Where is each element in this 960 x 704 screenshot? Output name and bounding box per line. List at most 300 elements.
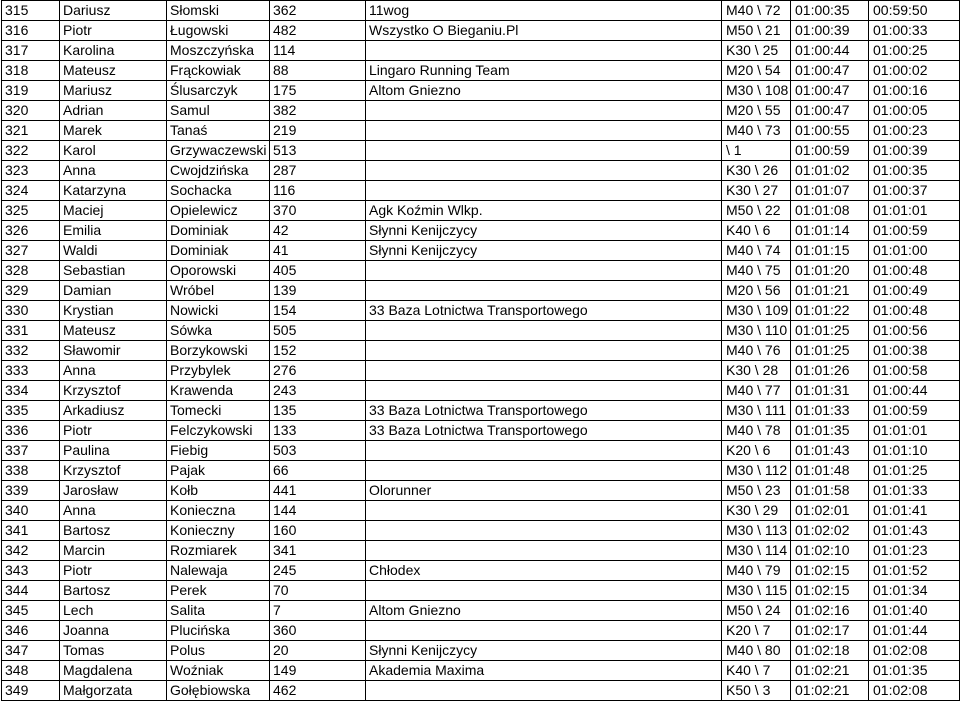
- club-cell: [366, 501, 722, 521]
- first-name-cell: Lech: [60, 601, 167, 621]
- position-cell: 348: [2, 661, 60, 681]
- table-row: [2, 321, 960, 341]
- gun-time-cell: 01:00:47: [791, 81, 869, 101]
- last-name-cell: Oporowski: [167, 261, 270, 281]
- club-cell: Agk Koźmin Wlkp.: [366, 201, 722, 221]
- club-cell: [366, 321, 722, 341]
- last-name-cell: Plucińska: [167, 621, 270, 641]
- bib-number-cell: 160: [270, 521, 366, 541]
- first-name-cell: Emilia: [60, 221, 167, 241]
- table-row: [2, 181, 960, 201]
- category-cell: K30 \ 28: [722, 361, 791, 381]
- net-time-cell: 01:00:37: [869, 181, 960, 201]
- table-row: [2, 621, 960, 641]
- table-row: [2, 281, 960, 301]
- category-cell: M40 \ 80: [722, 641, 791, 661]
- bib-number-cell: 441: [270, 481, 366, 501]
- last-name-cell: Słomski: [167, 1, 270, 21]
- club-cell: Akademia Maxima: [366, 661, 722, 681]
- position-cell: 336: [2, 421, 60, 441]
- category-cell: K30 \ 26: [722, 161, 791, 181]
- table-row: [2, 501, 960, 521]
- category-cell: K20 \ 6: [722, 441, 791, 461]
- position-cell: 316: [2, 21, 60, 41]
- first-name-cell: Bartosz: [60, 581, 167, 601]
- bib-number-cell: 114: [270, 41, 366, 61]
- net-time-cell: 01:00:33: [869, 21, 960, 41]
- first-name-cell: Dariusz: [60, 1, 167, 21]
- category-cell: M50 \ 21: [722, 21, 791, 41]
- gun-time-cell: 01:02:15: [791, 581, 869, 601]
- bib-number-cell: 144: [270, 501, 366, 521]
- table-row: [2, 521, 960, 541]
- position-cell: 321: [2, 121, 60, 141]
- position-cell: 344: [2, 581, 60, 601]
- club-cell: [366, 461, 722, 481]
- club-cell: Słynni Kenijczycy: [366, 241, 722, 261]
- position-cell: 328: [2, 261, 60, 281]
- gun-time-cell: 01:01:08: [791, 201, 869, 221]
- position-cell: 338: [2, 461, 60, 481]
- gun-time-cell: 01:00:35: [791, 1, 869, 21]
- last-name-cell: Frąckowiak: [167, 61, 270, 81]
- last-name-cell: Konieczna: [167, 501, 270, 521]
- first-name-cell: Sebastian: [60, 261, 167, 281]
- net-time-cell: 01:00:16: [869, 81, 960, 101]
- bib-number-cell: 341: [270, 541, 366, 561]
- category-cell: M40 \ 78: [722, 421, 791, 441]
- position-cell: 349: [2, 681, 60, 701]
- gun-time-cell: 01:01:48: [791, 461, 869, 481]
- club-cell: Altom Gniezno: [366, 601, 722, 621]
- net-time-cell: 01:01:44: [869, 621, 960, 641]
- category-cell: M40 \ 72: [722, 1, 791, 21]
- table-row: [2, 161, 960, 181]
- category-cell: M30 \ 109: [722, 301, 791, 321]
- first-name-cell: Damian: [60, 281, 167, 301]
- bib-number-cell: 7: [270, 601, 366, 621]
- gun-time-cell: 01:01:02: [791, 161, 869, 181]
- category-cell: \ 1: [722, 141, 791, 161]
- bib-number-cell: 243: [270, 381, 366, 401]
- last-name-cell: Krawenda: [167, 381, 270, 401]
- net-time-cell: 01:00:39: [869, 141, 960, 161]
- last-name-cell: Nowicki: [167, 301, 270, 321]
- position-cell: 317: [2, 41, 60, 61]
- first-name-cell: Piotr: [60, 421, 167, 441]
- net-time-cell: 01:02:08: [869, 641, 960, 661]
- position-cell: 322: [2, 141, 60, 161]
- position-cell: 331: [2, 321, 60, 341]
- table-row: [2, 101, 960, 121]
- gun-time-cell: 01:01:21: [791, 281, 869, 301]
- position-cell: 347: [2, 641, 60, 661]
- category-cell: M30 \ 113: [722, 521, 791, 541]
- first-name-cell: Bartosz: [60, 521, 167, 541]
- category-cell: K30 \ 25: [722, 41, 791, 61]
- table-row: [2, 221, 960, 241]
- table-row: [2, 21, 960, 41]
- first-name-cell: Marek: [60, 121, 167, 141]
- first-name-cell: Mateusz: [60, 61, 167, 81]
- first-name-cell: Maciej: [60, 201, 167, 221]
- table-row: [2, 401, 960, 421]
- first-name-cell: Joanna: [60, 621, 167, 641]
- last-name-cell: Moszczyńska: [167, 41, 270, 61]
- net-time-cell: 01:00:23: [869, 121, 960, 141]
- gun-time-cell: 01:02:21: [791, 681, 869, 701]
- table-row: [2, 381, 960, 401]
- bib-number-cell: 20: [270, 641, 366, 661]
- last-name-cell: Perek: [167, 581, 270, 601]
- last-name-cell: Rozmiarek: [167, 541, 270, 561]
- table-row: [2, 641, 960, 661]
- bib-number-cell: 149: [270, 661, 366, 681]
- position-cell: 335: [2, 401, 60, 421]
- position-cell: 329: [2, 281, 60, 301]
- first-name-cell: Arkadiusz: [60, 401, 167, 421]
- last-name-cell: Konieczny: [167, 521, 270, 541]
- first-name-cell: Anna: [60, 161, 167, 181]
- last-name-cell: Samul: [167, 101, 270, 121]
- table-row: [2, 601, 960, 621]
- gun-time-cell: 01:02:01: [791, 501, 869, 521]
- bib-number-cell: 276: [270, 361, 366, 381]
- table-row: [2, 81, 960, 101]
- category-cell: K40 \ 7: [722, 661, 791, 681]
- gun-time-cell: 01:02:02: [791, 521, 869, 541]
- position-cell: 323: [2, 161, 60, 181]
- net-time-cell: 01:00:05: [869, 101, 960, 121]
- club-cell: [366, 681, 722, 701]
- gun-time-cell: 01:01:33: [791, 401, 869, 421]
- club-cell: [366, 521, 722, 541]
- category-cell: M40 \ 75: [722, 261, 791, 281]
- gun-time-cell: 01:00:55: [791, 121, 869, 141]
- last-name-cell: Grzywaczewski: [167, 141, 270, 161]
- gun-time-cell: 01:00:59: [791, 141, 869, 161]
- net-time-cell: 01:01:00: [869, 241, 960, 261]
- position-cell: 343: [2, 561, 60, 581]
- first-name-cell: Jarosław: [60, 481, 167, 501]
- table-row: [2, 241, 960, 261]
- category-cell: M20 \ 55: [722, 101, 791, 121]
- first-name-cell: Mariusz: [60, 81, 167, 101]
- bib-number-cell: 88: [270, 61, 366, 81]
- table-row: [2, 581, 960, 601]
- gun-time-cell: 01:02:18: [791, 641, 869, 661]
- position-cell: 327: [2, 241, 60, 261]
- last-name-cell: Tomecki: [167, 401, 270, 421]
- gun-time-cell: 01:00:47: [791, 101, 869, 121]
- club-cell: [366, 281, 722, 301]
- bib-number-cell: 133: [270, 421, 366, 441]
- table-row: [2, 541, 960, 561]
- net-time-cell: 01:00:44: [869, 381, 960, 401]
- net-time-cell: 01:01:01: [869, 201, 960, 221]
- net-time-cell: 01:00:35: [869, 161, 960, 181]
- category-cell: M30 \ 112: [722, 461, 791, 481]
- position-cell: 325: [2, 201, 60, 221]
- bib-number-cell: 245: [270, 561, 366, 581]
- category-cell: M50 \ 22: [722, 201, 791, 221]
- net-time-cell: 01:00:59: [869, 401, 960, 421]
- first-name-cell: Anna: [60, 501, 167, 521]
- club-cell: 11wog: [366, 1, 722, 21]
- club-cell: 33 Baza Lotnictwa Transportowego: [366, 401, 722, 421]
- bib-number-cell: 135: [270, 401, 366, 421]
- position-cell: 346: [2, 621, 60, 641]
- net-time-cell: 01:01:10: [869, 441, 960, 461]
- position-cell: 330: [2, 301, 60, 321]
- gun-time-cell: 01:01:35: [791, 421, 869, 441]
- club-cell: Słynni Kenijczycy: [366, 641, 722, 661]
- position-cell: 341: [2, 521, 60, 541]
- club-cell: Chłodex: [366, 561, 722, 581]
- bib-number-cell: 370: [270, 201, 366, 221]
- last-name-cell: Pajak: [167, 461, 270, 481]
- last-name-cell: Przybylek: [167, 361, 270, 381]
- first-name-cell: Karol: [60, 141, 167, 161]
- club-cell: [366, 581, 722, 601]
- last-name-cell: Opielewicz: [167, 201, 270, 221]
- gun-time-cell: 01:01:58: [791, 481, 869, 501]
- gun-time-cell: 01:02:16: [791, 601, 869, 621]
- table-row: [2, 681, 960, 701]
- category-cell: M30 \ 108: [722, 81, 791, 101]
- table-row: [2, 441, 960, 461]
- first-name-cell: Małgorzata: [60, 681, 167, 701]
- bib-number-cell: 66: [270, 461, 366, 481]
- gun-time-cell: 01:02:21: [791, 661, 869, 681]
- last-name-cell: Polus: [167, 641, 270, 661]
- table-row: [2, 461, 960, 481]
- net-time-cell: 01:00:25: [869, 41, 960, 61]
- category-cell: M40 \ 79: [722, 561, 791, 581]
- category-cell: M30 \ 114: [722, 541, 791, 561]
- gun-time-cell: 01:01:26: [791, 361, 869, 381]
- position-cell: 324: [2, 181, 60, 201]
- position-cell: 333: [2, 361, 60, 381]
- bib-number-cell: 154: [270, 301, 366, 321]
- club-cell: [366, 361, 722, 381]
- first-name-cell: Waldi: [60, 241, 167, 261]
- table-row: [2, 361, 960, 381]
- position-cell: 340: [2, 501, 60, 521]
- club-cell: 33 Baza Lotnictwa Transportowego: [366, 421, 722, 441]
- last-name-cell: Salita: [167, 601, 270, 621]
- first-name-cell: Adrian: [60, 101, 167, 121]
- first-name-cell: Paulina: [60, 441, 167, 461]
- table-row: [2, 301, 960, 321]
- category-cell: M40 \ 73: [722, 121, 791, 141]
- results-body: [2, 1, 960, 701]
- last-name-cell: Ługowski: [167, 21, 270, 41]
- category-cell: M20 \ 54: [722, 61, 791, 81]
- club-cell: [366, 41, 722, 61]
- last-name-cell: Woźniak: [167, 661, 270, 681]
- last-name-cell: Felczykowski: [167, 421, 270, 441]
- table-row: [2, 481, 960, 501]
- net-time-cell: 01:00:49: [869, 281, 960, 301]
- bib-number-cell: 152: [270, 341, 366, 361]
- club-cell: [366, 621, 722, 641]
- last-name-cell: Fiebig: [167, 441, 270, 461]
- category-cell: M30 \ 115: [722, 581, 791, 601]
- gun-time-cell: 01:01:07: [791, 181, 869, 201]
- gun-time-cell: 01:00:39: [791, 21, 869, 41]
- category-cell: K50 \ 3: [722, 681, 791, 701]
- net-time-cell: 01:00:58: [869, 361, 960, 381]
- club-cell: 33 Baza Lotnictwa Transportowego: [366, 301, 722, 321]
- table-row: [2, 1, 960, 21]
- club-cell: [366, 341, 722, 361]
- bib-number-cell: 382: [270, 101, 366, 121]
- club-cell: [366, 261, 722, 281]
- position-cell: 342: [2, 541, 60, 561]
- first-name-cell: Magdalena: [60, 661, 167, 681]
- table-row: [2, 341, 960, 361]
- net-time-cell: 01:01:33: [869, 481, 960, 501]
- gun-time-cell: 01:02:15: [791, 561, 869, 581]
- net-time-cell: 01:00:48: [869, 261, 960, 281]
- first-name-cell: Karolina: [60, 41, 167, 61]
- position-cell: 339: [2, 481, 60, 501]
- results-table: [1, 0, 960, 701]
- table-row: [2, 61, 960, 81]
- table-row: [2, 121, 960, 141]
- position-cell: 345: [2, 601, 60, 621]
- gun-time-cell: 01:01:20: [791, 261, 869, 281]
- category-cell: M40 \ 77: [722, 381, 791, 401]
- position-cell: 318: [2, 61, 60, 81]
- net-time-cell: 01:01:52: [869, 561, 960, 581]
- last-name-cell: Wróbel: [167, 281, 270, 301]
- category-cell: K20 \ 7: [722, 621, 791, 641]
- category-cell: M20 \ 56: [722, 281, 791, 301]
- last-name-cell: Sochacka: [167, 181, 270, 201]
- last-name-cell: Cwojdzińska: [167, 161, 270, 181]
- club-cell: [366, 161, 722, 181]
- first-name-cell: Krystian: [60, 301, 167, 321]
- club-cell: [366, 541, 722, 561]
- bib-number-cell: 462: [270, 681, 366, 701]
- gun-time-cell: 01:02:17: [791, 621, 869, 641]
- table-row: [2, 661, 960, 681]
- position-cell: 332: [2, 341, 60, 361]
- gun-time-cell: 01:01:14: [791, 221, 869, 241]
- first-name-cell: Marcin: [60, 541, 167, 561]
- club-cell: [366, 181, 722, 201]
- first-name-cell: Sławomir: [60, 341, 167, 361]
- last-name-cell: Borzykowski: [167, 341, 270, 361]
- table-row: [2, 141, 960, 161]
- net-time-cell: 01:01:25: [869, 461, 960, 481]
- table-row: [2, 41, 960, 61]
- first-name-cell: Mateusz: [60, 321, 167, 341]
- bib-number-cell: 360: [270, 621, 366, 641]
- club-cell: [366, 441, 722, 461]
- first-name-cell: Krzysztof: [60, 381, 167, 401]
- club-cell: Olorunner: [366, 481, 722, 501]
- category-cell: M30 \ 110: [722, 321, 791, 341]
- bib-number-cell: 219: [270, 121, 366, 141]
- bib-number-cell: 42: [270, 221, 366, 241]
- net-time-cell: 01:00:56: [869, 321, 960, 341]
- position-cell: 334: [2, 381, 60, 401]
- category-cell: M50 \ 24: [722, 601, 791, 621]
- last-name-cell: Tanaś: [167, 121, 270, 141]
- category-cell: M50 \ 23: [722, 481, 791, 501]
- net-time-cell: 01:01:01: [869, 421, 960, 441]
- bib-number-cell: 505: [270, 321, 366, 341]
- last-name-cell: Nalewaja: [167, 561, 270, 581]
- last-name-cell: Ślusarczyk: [167, 81, 270, 101]
- table-row: [2, 561, 960, 581]
- net-time-cell: 01:01:34: [869, 581, 960, 601]
- bib-number-cell: 362: [270, 1, 366, 21]
- position-cell: 320: [2, 101, 60, 121]
- net-time-cell: 01:00:59: [869, 221, 960, 241]
- net-time-cell: 01:01:41: [869, 501, 960, 521]
- last-name-cell: Sówka: [167, 321, 270, 341]
- table-row: [2, 421, 960, 441]
- club-cell: [366, 141, 722, 161]
- gun-time-cell: 01:01:22: [791, 301, 869, 321]
- net-time-cell: 01:00:02: [869, 61, 960, 81]
- club-cell: [366, 381, 722, 401]
- category-cell: K30 \ 27: [722, 181, 791, 201]
- club-cell: [366, 101, 722, 121]
- position-cell: 337: [2, 441, 60, 461]
- first-name-cell: Tomas: [60, 641, 167, 661]
- bib-number-cell: 513: [270, 141, 366, 161]
- category-cell: M40 \ 76: [722, 341, 791, 361]
- gun-time-cell: 01:00:44: [791, 41, 869, 61]
- bib-number-cell: 287: [270, 161, 366, 181]
- category-cell: K30 \ 29: [722, 501, 791, 521]
- net-time-cell: 00:59:50: [869, 1, 960, 21]
- bib-number-cell: 41: [270, 241, 366, 261]
- gun-time-cell: 01:01:15: [791, 241, 869, 261]
- bib-number-cell: 116: [270, 181, 366, 201]
- net-time-cell: 01:01:43: [869, 521, 960, 541]
- bib-number-cell: 139: [270, 281, 366, 301]
- net-time-cell: 01:01:23: [869, 541, 960, 561]
- gun-time-cell: 01:00:47: [791, 61, 869, 81]
- bib-number-cell: 175: [270, 81, 366, 101]
- category-cell: M30 \ 111: [722, 401, 791, 421]
- last-name-cell: Dominiak: [167, 221, 270, 241]
- position-cell: 315: [2, 1, 60, 21]
- club-cell: Altom Gniezno: [366, 81, 722, 101]
- bib-number-cell: 503: [270, 441, 366, 461]
- bib-number-cell: 70: [270, 581, 366, 601]
- table-row: [2, 261, 960, 281]
- gun-time-cell: 01:02:10: [791, 541, 869, 561]
- first-name-cell: Katarzyna: [60, 181, 167, 201]
- position-cell: 319: [2, 81, 60, 101]
- last-name-cell: Kołb: [167, 481, 270, 501]
- first-name-cell: Piotr: [60, 561, 167, 581]
- net-time-cell: 01:00:48: [869, 301, 960, 321]
- club-cell: Słynni Kenijczycy: [366, 221, 722, 241]
- first-name-cell: Anna: [60, 361, 167, 381]
- position-cell: 326: [2, 221, 60, 241]
- net-time-cell: 01:01:40: [869, 601, 960, 621]
- category-cell: K40 \ 6: [722, 221, 791, 241]
- net-time-cell: 01:02:08: [869, 681, 960, 701]
